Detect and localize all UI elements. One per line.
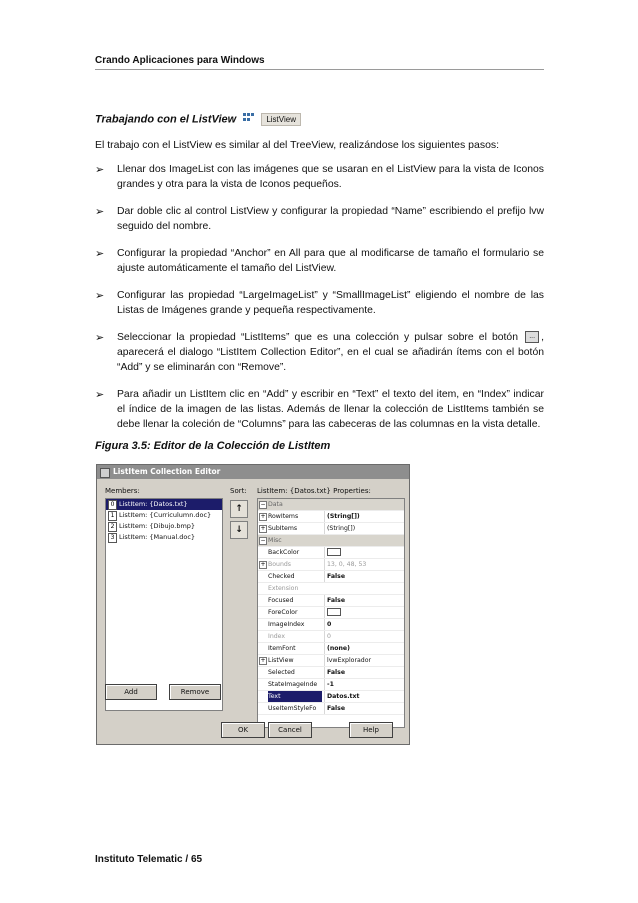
property-name: ListView (268, 657, 294, 664)
intro-paragraph: El trabajo con el ListView es similar al del TreeView, realizándose los siguientes pasos: (95, 139, 500, 151)
collapse-icon[interactable]: − (260, 501, 266, 508)
arrow-bullet-icon: ➢ (95, 206, 105, 218)
list-item: ➢ Para añadir un ListItem clic en “Add” y escribir en “Text” el texto del item, en “Index” indicar el índice de la imagen de las listas. Además de llenar la colección de ListItems también se debe llenar la coleción de “Columns” para las cabeceras de las columnas en la vista detalle. (95, 389, 544, 430)
property-value[interactable] (324, 547, 404, 558)
ellipsis-button-icon: ... (525, 331, 539, 343)
arrow-bullet-icon: ➢ (95, 332, 105, 344)
property-row[interactable] (258, 631, 404, 643)
arrow-down-icon: ↓ (235, 525, 243, 535)
move-up-button[interactable] (230, 500, 248, 518)
property-value[interactable]: False (324, 667, 404, 678)
property-name: Text (268, 691, 322, 702)
property-name: Checked (268, 573, 295, 580)
list-item[interactable]: 0 ListItem: {Datos.txt} (106, 499, 222, 510)
property-row[interactable] (258, 607, 404, 619)
members-list[interactable] (105, 498, 223, 711)
property-category (258, 499, 404, 511)
list-item: ➢ Configurar la propiedad “Anchor” en All para que al modificarse de tamaño el formulario se ajuste automáticamente el tamaño del ListView. (95, 248, 544, 274)
list-item: ➢ Configurar las propiedad “LargeImageList” y “SmallImageList” eligiendo el nombre de las Listas de Imágenes grande y pequeña respectivamente. (95, 290, 544, 316)
property-name: ItemFont (268, 645, 296, 652)
dialog-titlebar (97, 465, 409, 479)
property-name: Misc (268, 537, 282, 544)
property-row[interactable] (258, 679, 404, 691)
property-row[interactable] (258, 583, 404, 595)
listitem-collection-editor-dialog (96, 464, 410, 745)
arrow-bullet-icon: ➢ (95, 389, 105, 401)
property-row[interactable] (258, 571, 404, 583)
dialog-title: ListItem Collection Editor (113, 467, 221, 476)
property-value[interactable]: (String[]) (324, 511, 404, 522)
color-swatch-icon (327, 548, 341, 556)
property-name: SubItems (268, 525, 298, 532)
expand-icon[interactable]: + (260, 561, 266, 568)
list-item: ➢ Seleccionar la propiedad “ListItems” que es una colección y pulsar sobre el botón ... , aparecerá el dialogo “ListItem Collection Editor”, en el cual se añadirán ítems con el botón “Add” y se eliminarán con “Remove”. (95, 332, 545, 373)
property-value[interactable]: 13, 0, 48, 53 (324, 559, 404, 570)
header-rule (95, 69, 544, 70)
property-row[interactable] (258, 703, 404, 715)
property-category (258, 535, 404, 547)
cancel-button[interactable]: Cancel (268, 722, 312, 738)
steps-list (95, 162, 544, 444)
listview-icon (243, 113, 255, 126)
collapse-icon[interactable]: − (260, 537, 266, 544)
color-swatch-icon (327, 608, 341, 616)
toolbox-listview-chip: ListView (261, 113, 301, 126)
section-title (95, 113, 301, 126)
list-item: ➢ Dar doble clic al control ListView y configurar la propiedad “Name” escribiendo el prefijo lvw seguido del nombre. (95, 206, 544, 232)
property-grid[interactable] (257, 498, 405, 728)
property-value[interactable]: Datos.txt (324, 691, 404, 702)
arrow-bullet-icon: ➢ (95, 164, 105, 176)
property-value[interactable]: False (324, 703, 404, 714)
arrow-bullet-icon: ➢ (95, 248, 105, 260)
list-item[interactable]: 1 ListItem: {Curriculumn.doc} (106, 510, 222, 521)
ok-button[interactable]: OK (221, 722, 265, 738)
property-name: ForeColor (268, 609, 298, 616)
property-row[interactable] (258, 547, 404, 559)
property-name: ImageIndex (268, 621, 305, 628)
arrow-up-icon: ↑ (235, 504, 243, 514)
property-value[interactable]: False (324, 571, 404, 582)
page-footer: Instituto Telematic / 65 (95, 854, 203, 865)
sort-label: Sort: (230, 487, 247, 495)
property-value[interactable]: False (324, 595, 404, 606)
property-value[interactable]: (String[]) (324, 523, 404, 534)
expand-icon[interactable]: + (260, 525, 266, 532)
property-value[interactable]: 0 (324, 631, 404, 642)
property-name: Data (268, 501, 283, 508)
property-row[interactable] (258, 691, 404, 703)
property-name: StateImageInde (268, 681, 318, 688)
property-row[interactable] (258, 523, 404, 535)
window-icon (100, 468, 110, 478)
expand-icon[interactable]: + (260, 513, 266, 520)
arrow-bullet-icon: ➢ (95, 290, 105, 302)
property-row[interactable] (258, 595, 404, 607)
property-name: BackColor (268, 549, 300, 556)
property-row[interactable] (258, 667, 404, 679)
members-label: Members: (105, 487, 140, 495)
property-name: UseItemStyleFo (268, 705, 317, 712)
property-value[interactable]: 0 (324, 619, 404, 630)
list-item[interactable]: 2 ListItem: {Dibujo.bmp} (106, 521, 222, 532)
expand-icon[interactable]: + (260, 657, 266, 664)
property-name: Bounds (268, 561, 292, 568)
add-button[interactable]: Add (105, 684, 157, 700)
property-row[interactable] (258, 511, 404, 523)
move-down-button[interactable] (230, 521, 248, 539)
property-name: RowItems (268, 513, 299, 520)
property-row[interactable] (258, 643, 404, 655)
page-header: Crando Aplicaciones para Windows (95, 55, 265, 66)
help-button[interactable]: Help (349, 722, 393, 738)
properties-label: ListItem: {Datos.txt} Properties: (257, 487, 371, 495)
list-item[interactable]: 3 ListItem: {Manual.doc} (106, 532, 222, 543)
section-title-text: Trabajando con el ListView (95, 113, 237, 126)
property-row[interactable] (258, 655, 404, 667)
property-value[interactable] (324, 607, 404, 618)
remove-button[interactable]: Remove (169, 684, 221, 700)
property-row[interactable] (258, 619, 404, 631)
list-item: ➢ Llenar dos ImageList con las imágenes que se usaran en el ListView para la vista de Iconos grandes y otra para la vista de Iconos pequeños. (95, 164, 544, 190)
property-name: Index (268, 633, 286, 640)
property-name: Selected (268, 669, 295, 676)
property-name: Extension (268, 585, 299, 592)
property-value[interactable]: lvwExplorador (324, 655, 404, 666)
property-name: Focused (268, 597, 294, 604)
figure-caption: Figura 3.5: Editor de la Colección de ListItem (95, 440, 331, 452)
property-value[interactable]: (none) (324, 643, 404, 654)
property-row[interactable] (258, 559, 404, 571)
property-value[interactable]: -1 (324, 679, 404, 690)
